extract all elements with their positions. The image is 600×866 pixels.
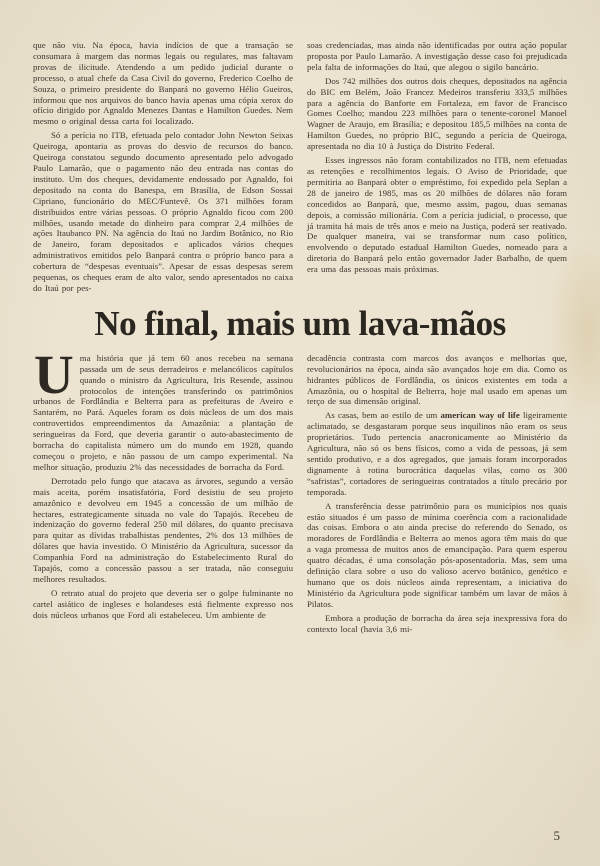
paragraph [307,501,567,610]
text-run: O retrato atual do projeto que deveria ser o golpe fulminante no cartel asiático de ingleses e holandeses está fielmente expresso nos dois núcleos urbanos que Ford ali estabeleceu. Um ambiente de [33,587,293,620]
article-top-section [33,40,567,297]
text-run: As casas, bem ao estilo de um [325,410,441,421]
article-bottom-section [33,343,567,638]
text-run: soas credenciadas, mas ainda não identificadas por outra ação popular proposta por Paulo Lamarão. A investigação desse caso foi prejudicada pela falta de informações do Itaú, que alegou o sigilo bancário. [307,40,567,72]
paragraph [307,353,567,408]
text-run: ligeiramente aclimatado, se desgastaram porque seus inquilinos não eram os seus proprietários. Tudo pertencia anacronicamente ao Ministério da Agricultura, não só os bens físicos, como a vida de pessoas, já sem sentido produtivo, e a dos agregados, que jamais foram incorporados dignamente à rotina burocrática daquelas vilas, como os 300 “safristas”, cortadores de seringueiras contratados a título precário por temporada. [307,410,567,497]
headline: No final, mais um lava-mãos [94,303,506,343]
bottom-right-column [307,353,567,638]
page-number: 5 [553,828,560,843]
bold-text-run: american way of life [440,410,520,421]
paragraph [307,155,567,275]
paragraph [33,588,293,621]
text-run: ma história que já tem 60 anos recebeu na semana passada um de seus derradeiros e melancólicos capítulos quando o ministro da Agricultura, Iris Resende, assinou protocolos de intenções transferindo os patrimônios urbanos de Fordlândia e Belterra para as prefeituras de Aveiro e Santarém, no Pará. Aqueles foram os dois núcleos de um dos mais controvertidos empreendimentos da Amazônia: a plantação de seringueiras da Ford, que deveria garantir o auto-abastecimento de borracha do capitalista número um do mundo em 1928, quando começou o projeto, e não passou de um campo experimental. Na melhor situação, produziu 2% das necessidades de borracha da Ford. [33,352,293,472]
paragraph [33,40,293,127]
paragraph [33,343,293,473]
drop-cap: U [34,343,74,405]
paragraph [307,40,567,73]
page-content [33,40,567,638]
top-right-column [307,40,567,297]
paragraph [33,130,293,294]
text-run: Esses ingressos não foram contabilizados no ITB, nem efetuadas as retenções e recolhimentos legais. O Aviso de Prioridade, que permitiria ao Banpará obter o empréstimo, foi expedido pela Seplan a 28 de janeiro de 1985, mas os 20 milhões de dólares não foram concedidos ao Banpará, que, mesmo assim, pagou, duas semanas depois, a comissão milionária. Com a perícia judicial, o processo, que já tramita há mais de três anos e meio na Justiça, poderá ser reativado. De qualquer maneira, vai se transformar num caso político, envolvendo o deputado estadual Hamilton Guedes, nomeado para a diretoria do Banpará pelo então governador Jader Barbalho, de quem era uma das pessoas mais próximas. [307,155,567,275]
paragraph [307,76,567,152]
text-run: Derrotado pelo fungo que atacava as árvores, segundo a versão mais aceita, porém insatisfatória, Ford desistiu de seu projeto amazônico e devolveu em 1945 a concessão de um milhão de hectares, estrategicamente situada no vale do Tapajós. Recebeu de indenização do governo federal 250 mil dólares, do quanto precisava para quitar as dívidas trabalhistas pendentes, 2% dos 13 milhões de dólares que havia investido. O Ministério da Agricultura, sucessor da Companhia Ford na administração do Estabelecimento Rural do Tapajós, como a concessão passou a ser tratada, não conseguiu melhores resultados. [33,475,293,584]
text-run: que não viu. Na época, havia indícios de que a transação se consumara à margem das normas legais ou regulares, mas faltavam provas de ilicitude. Atendendo a um pedido judicial durante o processo, o atual chefe da Casa Civil do governo, Frederico Coelho de Souza, o primeiro presidente do Banpará no governo Hélio Gueiros, informou que nos arquivos do banco havia apenas uma cópia xerox do ofício dirigido por Agnaldo Menezes Dantas e Hamilton Guedes. Nem mesmo o original dessa carta foi localizado. [33,40,293,127]
paragraph [33,476,293,585]
text-run: Só a perícia no ITB, efetuada pelo contador John Newton Seixas Queiroga, apontaria as provas do desvio de recursos do banco. Queiroga constatou segundo documento apresentado pelo advogado Paulo Lamarão, que o pagamento não deu entrada nas contas do instituto. Um dos cheques, devidamente endossado por Agnaldo, foi depositado na conta do Banespa, em Brasília, de Edson Sossai Cipriano, funcionário do MEC/Funtevê. Os 371 milhões foram distribuidos entre várias pessoas. O próprio Agnaldo ficou com 200 milhões, usando metade do dinheiro para comprar 2,4 milhões de ações Itaubanco PN. Na agência do Itaú no Jardim Botânico, no Rio de Janeiro, foram depositados e aplicados vários cheques administrativos emitidos pelo Banpará contra o próprio banco para a cobertura de “despesas eventuais”. Apesar de essas despesas serem pequenas, os cheques eram de alto valor, sendo apresentados no caixa do Itaú por pes- [33,130,293,293]
text-run: decadência contrasta com marcos dos avanços e melhorias que, revolucionários na época, ainda são avançados hoje em dia. Como os hidrantes públicos de Fordlândia, os únicos existentes em toda a Amazônia, ou o hospital de Belterra, hoje mal usado em apenas um terço de sua dimensão original. [307,352,567,407]
text-run: Embora a produção de borracha da área seja inexpressiva fora do contexto local (havia 3,6 mi- [307,612,567,634]
text-run: A transferência desse patrimônio para os municípios nos quais estão situados é um passo de mínima coerência com a racionalidade das coisas. Embora o ato ainda precise do referendo do Senado, os moradores de Fordlândia e Belterra ao menos agora têm mais do que a vaga promessa de muitos anos de emancipação. Para quem esperou quatro décadas, é uma consolação pós-aposentadoria. Mas, sem uma definição clara sobre o uso do valioso acervo botânico, genético e humano que os dois núcleos ainda representam, a iniciativa do Ministério da Agricultura pode significar também um lavar de mãos à Pilatos. [307,500,567,609]
paragraph [307,410,567,497]
top-left-column [33,40,293,297]
text-run: Dos 742 milhões dos outros dois cheques, depositados na agência do BIC em Belém, João Francez Medeiros transferiu 333,5 milhões para a agência do Banforte em Fortaleza, em favor de Francisco Gomes Coelho; mandou 223 milhões para o tenente-coronel Manoel Wagner de Araujo, em Brasília; e depositou 185,5 milhões na conta de Hamilton Guedes, no próprio BIC, segundo a perícia de Queiroga, apresentada no dia 10 à Justiça do Distrito Federal. [307,75,567,152]
bottom-left-column [33,343,293,638]
paragraph [307,613,567,635]
